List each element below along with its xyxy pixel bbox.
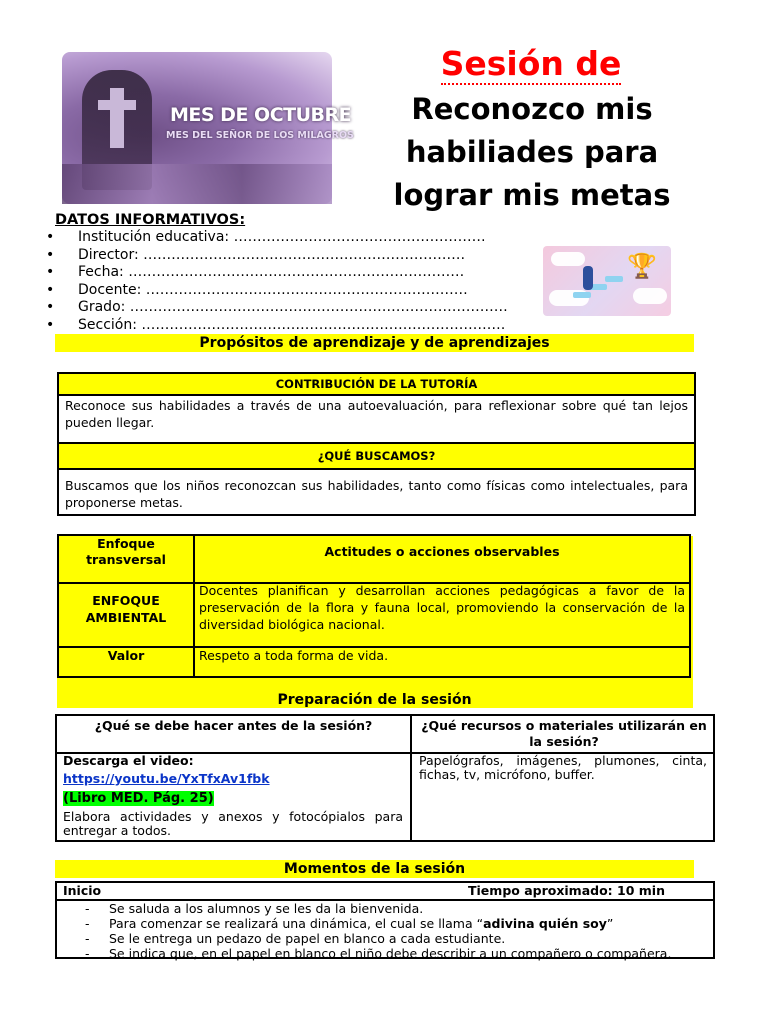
crowd-shape (62, 164, 332, 204)
cloud-shape (551, 252, 585, 266)
inicio-label: Inicio (63, 883, 102, 898)
libro-wrapper (63, 791, 214, 806)
column-divider (193, 536, 195, 676)
enfoque-ambiental-label: ENFOQUE AMBIENTAL (85, 593, 167, 625)
activity-item: - Se le entrega un pedazo de papel en blanco a cada estudiante. (57, 931, 671, 946)
column-divider (410, 716, 412, 840)
session-label: Sesión de (440, 44, 622, 83)
datos-list (46, 229, 508, 335)
inicio-activities (57, 901, 671, 961)
title-line: Reconozco mis (411, 92, 653, 126)
prep-col1-header: ¿Qué se debe hacer antes de la sesión? (94, 718, 373, 733)
trophy-icon: 🏆 (627, 252, 657, 280)
activity-item: - Se saluda a los alumnos y se les da la bienvenida. (57, 901, 671, 916)
inicio-row (57, 883, 713, 901)
contribucion-text: Reconoce sus habilidades a través de una autoevaluación, para reflexionar sobre qué tan lejos pueden llegar. (65, 398, 688, 430)
activity-item: - Se indica que, en el papel en blanco el niño debe describir a un compañero o compañera. (57, 946, 671, 961)
download-label: Descarga el video: (63, 753, 194, 768)
libro-reference: (Libro MED. Pág. 25) (63, 791, 214, 806)
goals-illustration (543, 246, 671, 316)
banner-image (62, 52, 354, 204)
enfoque-table (57, 534, 691, 678)
recursos-text: Papelógrafos, imágenes, plumones, cinta, fichas, tv, micrófono, buffer. (419, 753, 707, 782)
dynamic-name: adivina quién soy (483, 916, 607, 931)
activity-item: - Para comenzar se realizará una dinámica, el cual se llama “adivina quién soy” (57, 916, 671, 931)
valor-label: Valor (107, 648, 145, 663)
cross-icon (110, 88, 124, 148)
page-title (360, 88, 704, 217)
cross-bar (98, 100, 136, 110)
contribucion-header: CONTRIBUCIÓN DE LA TUTORÍA (59, 374, 694, 396)
preparacion-heading: Preparación de la sesión (277, 692, 472, 708)
momentos-heading: Momentos de la sesión (55, 860, 694, 878)
buscamos-header: ¿QUÉ BUSCAMOS? (59, 444, 694, 470)
prep-col2-header: ¿Qué recursos o materiales utilizarán en la sesión? (421, 718, 707, 749)
title-line: lograr mis metas (393, 178, 671, 212)
datos-item: • Institución educativa: ……………………………………………… (46, 229, 508, 247)
datos-item: • Director: …………………………………………………………… (46, 247, 508, 265)
buscamos-text: Buscamos que los niños reconozcan sus habilidades, tanto como físicas como intelectuales, para proponerse metas. (65, 478, 688, 510)
video-link[interactable]: https://youtu.be/YxTfxAv1fbk (63, 771, 270, 786)
tutoria-table (57, 372, 696, 516)
datos-item: • Grado: ……………………………………………………………………… (46, 299, 508, 317)
preparacion-table (55, 714, 715, 842)
person-icon (583, 266, 593, 290)
propositos-heading: Propósitos de aprendizaje y de aprendizajes (55, 334, 694, 352)
datos-item: • Fecha: ……………………………………………………………… (46, 264, 508, 282)
enfoque-ambiental-text: Docentes planifican y desarrollan acciones pedagógicas a favor de la preservación de la flora y fauna local, promoviendo la conservación de la diversidad biológica nacional. (199, 583, 685, 632)
video-link-wrapper (63, 772, 270, 786)
valor-text: Respeto a toda forma de vida. (199, 648, 389, 663)
stair-step (573, 292, 591, 298)
elabora-text: Elabora actividades y anexos y fotocópialos para entregar a todos. (63, 809, 403, 838)
momentos-table (55, 881, 715, 959)
title-line: habiliades para (405, 135, 659, 169)
datos-item: • Sección: …………………………………………………………………… (46, 317, 508, 335)
tiempo-label: Tiempo aproximado: 10 min (468, 883, 665, 898)
stair-step (605, 276, 623, 282)
banner-subtitle: MES DEL SEÑOR DE LOS MILAGROS (166, 130, 354, 141)
cloud-shape (633, 288, 667, 304)
enfoque-col2-header: Actitudes o acciones observables (324, 544, 560, 559)
datos-heading: DATOS INFORMATIVOS: (55, 212, 246, 228)
banner-title: MES DE OCTUBRE (170, 104, 352, 126)
datos-item: • Docente: …………………………………………………………… (46, 282, 508, 300)
enfoque-col1-header: Enfoque transversal (86, 536, 166, 567)
